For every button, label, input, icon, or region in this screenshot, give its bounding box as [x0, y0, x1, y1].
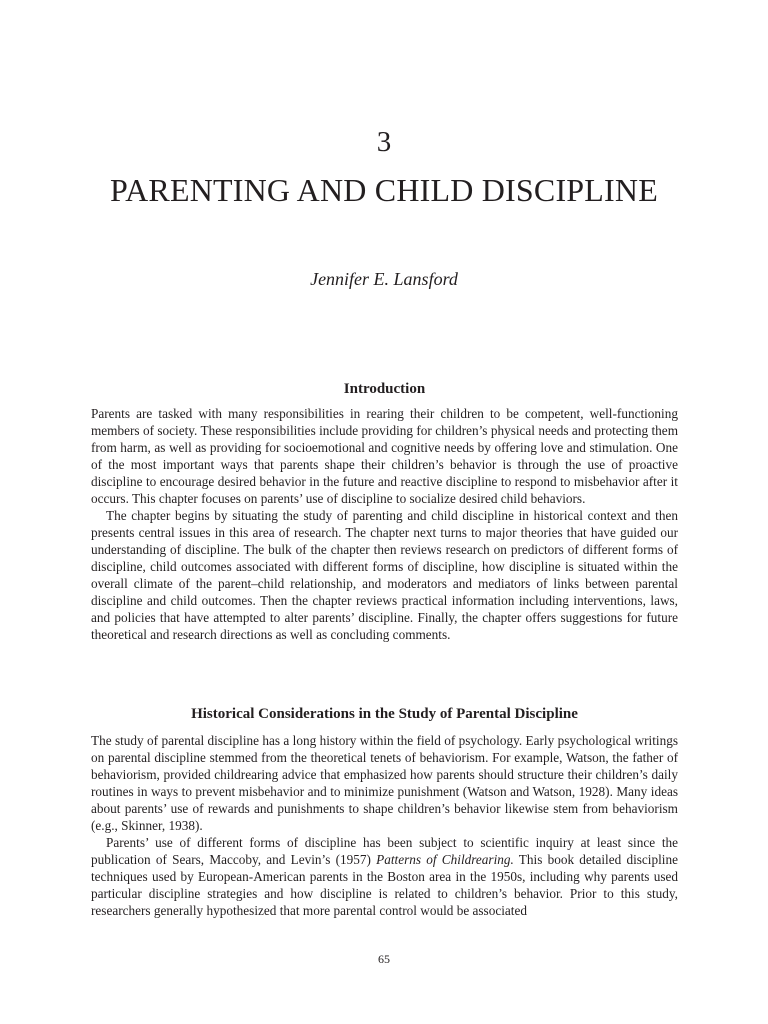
introduction-body	[91, 405, 678, 643]
paragraph: The chapter begins by situating the study of parenting and child discipline in historical context and then presents central issues in this area of research. The chapter next turns to major theories that have guided our understanding of discipline. The bulk of the chapter then reviews research on predictors of different forms of discipline, child outcomes associated with different forms of discipline, how discipline is situated within the overall climate of the parent–child relationship, and moderators and mediators of links between parental discipline and child outcomes. Then the chapter reviews practical information including interventions, laws, and policies that have attempted to alter parents’ discipline. Finally, the chapter offers suggestions for future theoretical and research directions as well as concluding comments.	[91, 508, 678, 642]
chapter-title: PARENTING AND CHILD DISCIPLINE	[110, 172, 658, 208]
chapter-number: 3	[376, 126, 392, 158]
paragraph-text: This book detailed discipline techniques used by European-American parents in the Boston area in the 1950s, including why parents used particular discipline strategies and how discipline is related to children’s behavior. Prior to this study, researchers generally hypothesized that more parental control would be associated	[91, 852, 678, 918]
historical-body	[91, 732, 678, 919]
page-number: 65	[378, 952, 390, 966]
paragraph: Parents are tasked with many responsibilities in rearing their children to be competent, well-functioning members of society. These responsibilities include providing for children’s physical needs and protecting them from harm, as well as providing for socioemotional and cognitive needs by offering love and stimulation. One of the most important ways that parents shape their children’s behavior is through the use of proactive discipline to encourage desired behavior in the future and reactive discipline to respond to misbehavior after it occurs. This chapter focuses on parents’ use of discipline to socialize desired child behaviors.	[91, 406, 678, 506]
book-title-italic: Patterns of Childrearing.	[376, 852, 514, 867]
paragraph	[91, 834, 678, 919]
paragraph: The study of parental discipline has a long history within the field of psychology. Early psychological writings on parental discipline stemmed from the theoretical tenets of behaviorism. For example, Watson, the father of behaviorism, provided childrearing advice that emphasized how parents should structure their children’s daily routines in ways to prevent misbehavior and to minimize punishment (Watson and Watson, 1928). Many ideas about parents’ use of rewards and punishments to shape children’s behavior likewise stem from behaviorism (e.g., Skinner, 1938).	[91, 733, 678, 833]
paragraph-text: Parents’ use of different forms of discipline has been subject to scientific inquiry at least since the publication of Sears, Maccoby, and Levin’s (1957)	[91, 835, 678, 867]
chapter-author: Jennifer E. Lansford	[310, 269, 458, 289]
section-heading-historical: Historical Considerations in the Study of Parental Discipline	[191, 706, 578, 722]
section-heading-introduction: Introduction	[343, 381, 426, 397]
